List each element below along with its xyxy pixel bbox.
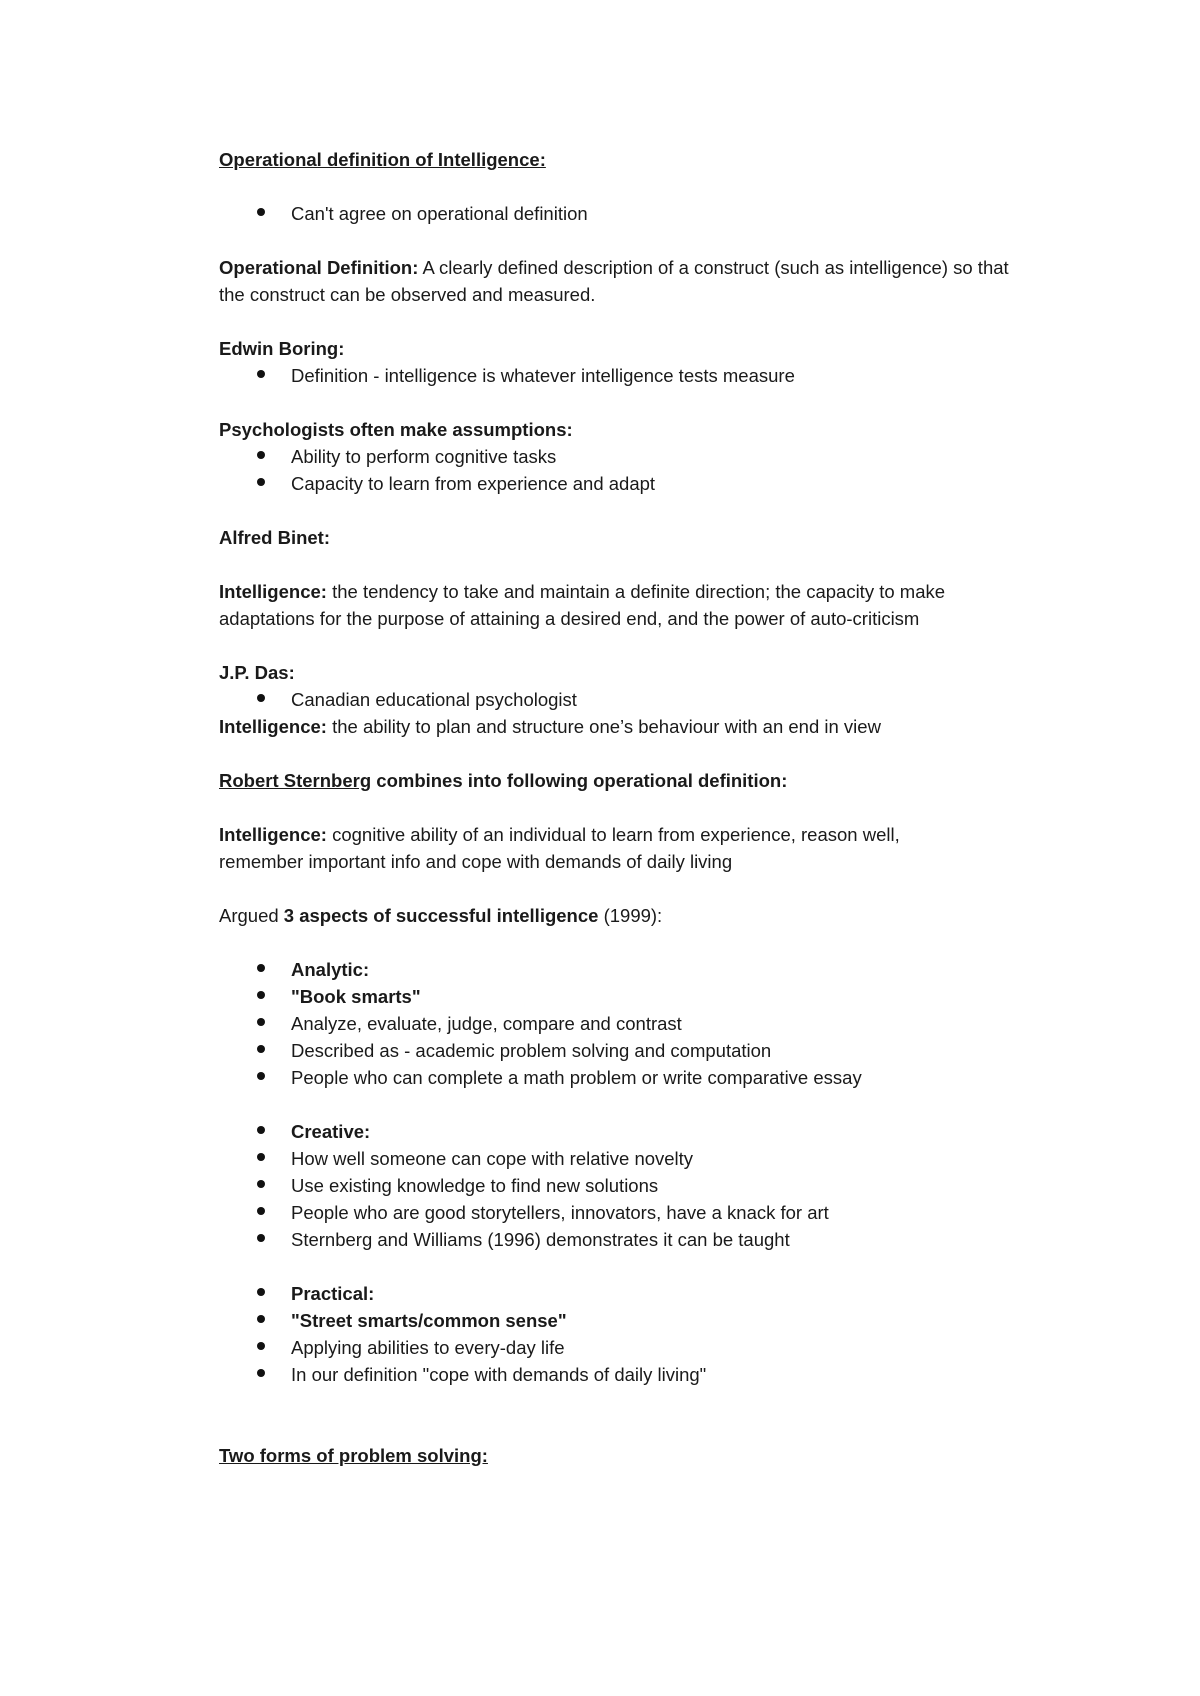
section-heading-problem-solving: Two forms of problem solving: <box>219 1445 488 1466</box>
list-item: Sternberg and Williams (1996) demonstrates it can be taught <box>219 1226 1059 1253</box>
operational-definition-paragraph <box>219 254 1039 308</box>
section-heading-alfred-binet: Alfred Binet: <box>219 527 330 548</box>
list-item: Described as - academic problem solving and computation <box>219 1037 1059 1064</box>
term-text: the ability to plan and structure one’s behaviour with an end in view <box>326 716 881 737</box>
term-text: A clearly defined description of a construct (such as intelligence) so that the construct can be observed and measured. <box>219 257 1009 305</box>
sternberg-heading-rest: combines into following operational definition: <box>371 770 788 791</box>
analytic-list <box>219 956 1059 1091</box>
section-heading-psychologists: Psychologists often make assumptions: <box>219 419 573 440</box>
list-item: Use existing knowledge to find new solutions <box>219 1172 1059 1199</box>
creative-list <box>219 1118 1059 1253</box>
list-item: Can't agree on operational definition <box>219 200 1059 227</box>
binet-definition-paragraph <box>219 578 1039 632</box>
intro-suffix: (1999): <box>598 905 663 926</box>
list-item: Analyze, evaluate, judge, compare and contrast <box>219 1010 1059 1037</box>
list-item: Definition - intelligence is whatever intelligence tests measure <box>219 362 1059 389</box>
intro-prefix: Argued <box>219 905 284 926</box>
list-item-practical-subtitle: "Street smarts/common sense" <box>219 1307 1059 1334</box>
list-item: People who can complete a math problem or write comparative essay <box>219 1064 1059 1091</box>
list-item-analytic-subtitle: "Book smarts" <box>219 983 1059 1010</box>
list-item: Ability to perform cognitive tasks <box>219 443 1059 470</box>
term-label: Intelligence: <box>219 581 327 602</box>
section-heading-edwin-boring: Edwin Boring: <box>219 338 345 359</box>
intro-bold: 3 aspects of successful intelligence <box>283 905 599 926</box>
term-label: Intelligence: <box>219 716 327 737</box>
section-heading-sternberg <box>219 767 1059 794</box>
list-item: People who are good storytellers, innovators, have a knack for art <box>219 1199 1059 1226</box>
sternberg-name: Robert Sternberg <box>219 770 372 791</box>
das-definition-paragraph <box>219 713 1059 740</box>
list-item: Canadian educational psychologist <box>219 686 1059 713</box>
list-item: In our definition "cope with demands of daily living" <box>219 1361 1059 1388</box>
term-label: Operational Definition: <box>219 257 419 278</box>
list-item: Applying abilities to every-day life <box>219 1334 1059 1361</box>
list-item-creative-title: Creative: <box>219 1118 1059 1145</box>
list-item-practical-title: Practical: <box>219 1280 1059 1307</box>
term-label: Intelligence: <box>219 824 327 845</box>
list-item: How well someone can cope with relative novelty <box>219 1145 1059 1172</box>
section-heading-jp-das: J.P. Das: <box>219 662 295 683</box>
bullet-list <box>219 362 1059 389</box>
term-text: cognitive ability of an individual to learn from experience, reason well, remember important info and cope with demands of daily living <box>219 824 900 872</box>
bullet-list <box>219 443 1059 497</box>
list-item-analytic-title: Analytic: <box>219 956 1059 983</box>
document-page <box>219 146 1059 1469</box>
three-aspects-intro <box>219 902 1059 929</box>
list-item: Capacity to learn from experience and adapt <box>219 470 1059 497</box>
bullet-list <box>219 686 1059 713</box>
term-text: the tendency to take and maintain a definite direction; the capacity to make adaptations for the purpose of attaining a desired end, and the power of auto-criticism <box>219 581 946 629</box>
sternberg-definition-paragraph <box>219 821 979 875</box>
bullet-list <box>219 200 1059 227</box>
practical-list <box>219 1280 1059 1388</box>
section-heading-operational-definition: Operational definition of Intelligence: <box>219 149 546 170</box>
